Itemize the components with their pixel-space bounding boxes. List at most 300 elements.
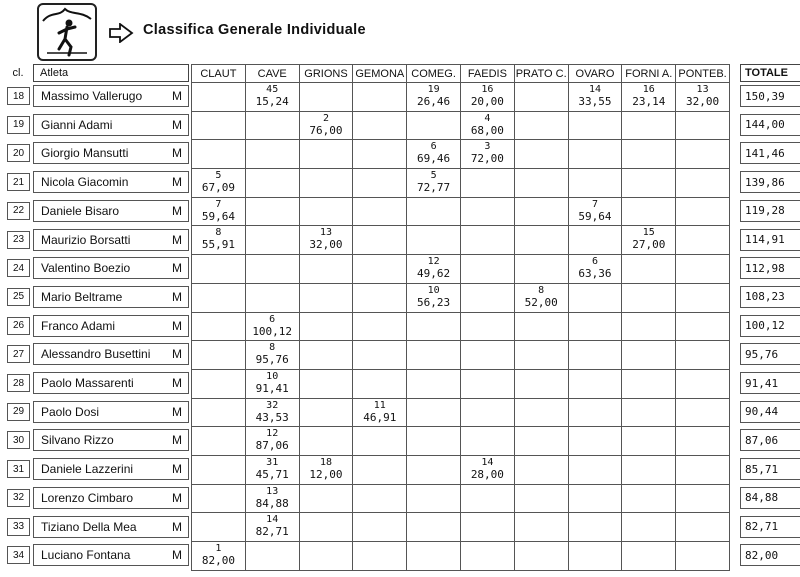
result-cell [299,197,353,226]
race-points: 43,53 [255,410,289,424]
athlete-name-box [33,286,189,308]
result-cell [514,341,568,370]
result-cell [192,255,246,284]
result-cell [568,484,622,513]
race-points: 95,76 [255,353,289,367]
race-points: 100,12 [252,324,293,338]
rank-badge: 21 [7,173,30,191]
result-cell [568,169,622,198]
result-cell [245,455,299,484]
race-position: 15 [642,227,655,239]
result-cell [192,484,246,513]
table-row [192,283,730,312]
result-cell [514,484,568,513]
result-cell [407,427,461,456]
total-points: 82,00 [740,544,800,566]
result-cell [622,542,676,571]
table-row [192,169,730,198]
result-cell [245,255,299,284]
result-cell [460,83,514,112]
total-points: 82,71 [740,516,800,538]
result-cell [192,427,246,456]
result-cell [514,283,568,312]
total-points: 85,71 [740,458,800,480]
result-cell [192,140,246,169]
table-row [192,111,730,140]
table-row [192,513,730,542]
athlete-name-box [33,372,189,394]
result-cell [676,111,730,140]
result-cell [245,111,299,140]
athlete-name: Gianni Adami [41,117,113,132]
athlete-sex: M [172,462,182,477]
result-cell [460,169,514,198]
result-cell [407,169,461,198]
result-cell [299,140,353,169]
result-cell [568,140,622,169]
table-row [192,83,730,112]
result-cell [676,484,730,513]
race-position: 4 [484,112,491,124]
result-cell [245,542,299,571]
race-points: 46,91 [363,410,397,424]
athlete-sex: M [172,519,182,534]
result-cell [353,226,407,255]
result-cell [568,398,622,427]
athlete-sex: M [172,490,182,505]
race-points: 28,00 [470,467,504,481]
result-cell [353,484,407,513]
result-cell [245,226,299,255]
result-cell [514,369,568,398]
total-points: 100,12 [740,315,800,337]
athlete-name-box [33,487,189,509]
race-points: 72,77 [417,181,451,195]
athlete-sex: M [172,318,182,333]
result-cell [299,341,353,370]
result-cell [622,455,676,484]
race-points: 72,00 [470,152,504,166]
rank-badge: 26 [7,317,30,335]
total-points: 139,86 [740,171,800,193]
race-header: CLAUT [192,65,246,83]
total-points: 144,00 [740,114,800,136]
result-cell [460,140,514,169]
result-cell [299,312,353,341]
result-cell [407,341,461,370]
result-cell [622,83,676,112]
athlete-name-box [33,516,189,538]
race-points: 33,55 [578,95,612,108]
race-position: 14 [266,514,279,526]
runner-logo [37,3,97,61]
result-cell [299,398,353,427]
result-cell [568,111,622,140]
table-row [192,197,730,226]
result-cell [514,455,568,484]
result-cell [622,312,676,341]
result-cell [245,369,299,398]
table-row [192,369,730,398]
race-position: 16 [642,84,655,95]
race-position: 8 [215,227,222,239]
rank-badge: 19 [7,116,30,134]
results-grid [191,64,730,571]
athlete-name: Mario Beltrame [41,289,123,304]
athlete-name-box [33,171,189,193]
race-points: 67,09 [201,181,235,195]
rank-badge: 22 [7,202,30,220]
athlete-name: Maurizio Borsatti [41,232,131,247]
rank-column-header: cl. [12,67,24,79]
result-cell [353,83,407,112]
race-header: COMEG. [407,65,461,83]
result-cell [622,140,676,169]
result-cell [245,513,299,542]
result-cell [514,312,568,341]
result-cell [407,312,461,341]
result-cell [353,255,407,284]
rank-badge: 18 [7,87,30,105]
result-cell [353,513,407,542]
total-points: 150,39 [740,85,800,107]
athlete-name-box [33,229,189,251]
table-row [192,312,730,341]
result-cell [676,140,730,169]
runner-icon [39,5,95,59]
athlete-name-box [33,315,189,337]
athlete-sex: M [172,261,182,276]
race-points: 52,00 [524,295,558,309]
race-points: 84,88 [255,496,289,510]
result-cell [245,484,299,513]
athlete-name: Luciano Fontana [41,548,131,563]
race-position: 6 [591,256,598,268]
result-cell [460,312,514,341]
result-cell [568,513,622,542]
result-cell [192,111,246,140]
race-position: 19 [427,84,440,95]
result-cell [353,197,407,226]
result-cell [245,427,299,456]
result-cell [192,83,246,112]
result-cell [514,255,568,284]
race-points: 68,00 [470,123,504,137]
athlete-name: Alessandro Busettini [41,347,151,362]
result-cell [299,369,353,398]
result-cell [192,226,246,255]
result-cell [676,455,730,484]
race-position: 14 [588,84,601,95]
result-cell [568,83,622,112]
race-position: 12 [266,428,279,440]
athlete-name: Valentino Boezio [41,261,131,276]
race-points: 63,36 [578,267,612,281]
race-position: 3 [484,141,491,153]
result-cell [353,111,407,140]
race-position: 2 [322,112,329,124]
rank-badge: 23 [7,231,30,249]
athlete-sex: M [172,433,182,448]
result-cell [353,398,407,427]
result-cell [407,369,461,398]
total-points: 90,44 [740,401,800,423]
table-row [192,427,730,456]
result-cell [622,283,676,312]
result-cell [245,83,299,112]
result-cell [460,283,514,312]
result-cell [407,513,461,542]
athlete-sex: M [172,232,182,247]
result-cell [192,542,246,571]
result-cell [676,341,730,370]
race-position: 7 [215,198,222,210]
athlete-name: Daniele Bisaro [41,203,120,218]
race-position: 31 [266,456,279,468]
result-cell [299,427,353,456]
result-cell [299,455,353,484]
result-cell [514,226,568,255]
race-position: 6 [430,141,437,153]
result-cell [192,398,246,427]
result-cell [353,341,407,370]
result-cell [407,455,461,484]
race-position: 18 [319,456,333,468]
race-points: 26,46 [417,95,451,108]
rank-badge: 30 [7,431,30,449]
result-cell [622,369,676,398]
athlete-sex: M [172,175,182,190]
result-cell [299,169,353,198]
athlete-sex: M [172,146,182,161]
race-position: 1 [215,543,222,554]
table-row [192,455,730,484]
result-cell [622,197,676,226]
rank-badge: 33 [7,518,30,536]
result-cell [353,312,407,341]
result-cell [299,255,353,284]
race-points: 59,64 [578,209,612,223]
result-cell [568,455,622,484]
table-row [192,484,730,513]
result-cell [407,542,461,571]
page-title: Classifica Generale Individuale [143,22,366,38]
total-points: 87,06 [740,429,800,451]
result-cell [568,312,622,341]
result-cell [622,427,676,456]
race-position: 8 [538,284,545,296]
result-cell [514,542,568,571]
athlete-name: Nicola Giacomin [41,175,129,190]
result-cell [353,542,407,571]
race-header-row [192,65,730,83]
athlete-column-header: Atleta [33,64,189,82]
total-points: 91,41 [740,372,800,394]
athlete-name-box [33,85,189,107]
arrow-right-icon [108,23,134,43]
result-cell [407,197,461,226]
total-points: 95,76 [740,343,800,365]
athlete-name-box [33,429,189,451]
race-points: 82,00 [201,554,235,567]
result-cell [460,111,514,140]
race-points: 27,00 [632,238,666,252]
rank-badge: 28 [7,374,30,392]
athlete-name-box [33,142,189,164]
rank-badge: 29 [7,403,30,421]
result-cell [353,140,407,169]
result-cell [353,369,407,398]
rank-badge: 34 [7,546,30,564]
race-points: 12,00 [309,467,343,481]
result-cell [514,398,568,427]
result-cell [407,111,461,140]
result-cell [407,484,461,513]
result-cell [676,312,730,341]
athlete-name-box [33,544,189,566]
result-cell [192,197,246,226]
result-cell [568,255,622,284]
result-cell [353,427,407,456]
athlete-name: Daniele Lazzerini [41,462,134,477]
race-position: 10 [266,370,279,382]
result-cell [568,283,622,312]
result-cell [299,226,353,255]
athlete-name-box [33,458,189,480]
race-position: 16 [481,84,494,95]
result-cell [676,83,730,112]
result-cell [460,341,514,370]
race-position: 14 [481,456,494,468]
result-cell [353,283,407,312]
result-cell [568,341,622,370]
result-cell [192,312,246,341]
result-cell [192,169,246,198]
result-cell [514,140,568,169]
race-points: 45,71 [255,467,289,481]
result-cell [676,283,730,312]
race-position: 6 [269,313,276,325]
result-cell [245,312,299,341]
athlete-name-box [33,257,189,279]
table-row [192,398,730,427]
result-cell [299,513,353,542]
rank-badge: 24 [7,259,30,277]
result-cell [676,226,730,255]
result-cell [568,226,622,255]
result-cell [676,255,730,284]
rank-badge: 20 [7,144,30,162]
race-points: 87,06 [255,439,289,453]
athlete-sex: M [172,347,182,362]
total-points: 108,23 [740,286,800,308]
athlete-name: Giorgio Mansutti [41,146,129,161]
athlete-name-box [33,114,189,136]
race-header: FAEDIS [460,65,514,83]
result-cell [622,341,676,370]
race-points: 56,23 [417,295,451,309]
race-position: 5 [215,170,222,182]
race-position: 32 [266,399,279,411]
rank-badge: 27 [7,345,30,363]
race-position: 8 [269,342,276,354]
result-cell [407,140,461,169]
result-cell [192,369,246,398]
result-cell [622,513,676,542]
race-header: PRATO C. [514,65,568,83]
result-cell [407,255,461,284]
race-points: 23,14 [632,95,666,108]
table-row [192,341,730,370]
athlete-sex: M [172,404,182,419]
result-cell [245,169,299,198]
result-cell [568,427,622,456]
result-cell [192,283,246,312]
table-row [192,140,730,169]
total-points: 112,98 [740,257,800,279]
result-cell [460,369,514,398]
result-cell [299,542,353,571]
result-cell [622,484,676,513]
result-cell [407,83,461,112]
race-points: 55,91 [201,238,235,252]
athlete-name: Massimo Vallerugo [41,89,143,103]
race-position: 10 [427,284,440,296]
race-header: PONTEB. [676,65,730,83]
race-header: GEMONA [353,65,407,83]
total-column-header: TOTALE [740,64,800,82]
result-cell [568,197,622,226]
race-points: 32,00 [686,95,720,108]
result-cell [299,83,353,112]
result-cell [676,369,730,398]
athlete-name: Lorenzo Cimbaro [41,490,134,505]
athlete-name: Tiziano Della Mea [41,519,137,534]
result-cell [676,427,730,456]
race-position: 11 [373,399,386,411]
total-points: 119,28 [740,200,800,222]
result-cell [192,341,246,370]
athlete-sex: M [172,203,182,218]
rank-badge: 31 [7,460,30,478]
result-cell [353,455,407,484]
athlete-name-box [33,200,189,222]
race-position: 7 [591,198,598,210]
athlete-name: Franco Adami [41,318,116,333]
result-cell [514,197,568,226]
athlete-sex: M [172,89,182,103]
result-cell [622,111,676,140]
rank-badge: 25 [7,288,30,306]
race-points: 69,46 [417,152,451,166]
race-points: 49,62 [417,267,451,281]
athlete-name: Silvano Rizzo [41,433,114,448]
result-cell [676,169,730,198]
athlete-sex: M [172,376,182,390]
result-cell [245,140,299,169]
race-position: 13 [319,227,333,239]
result-cell [245,283,299,312]
result-cell [353,169,407,198]
result-cell [460,513,514,542]
result-cell [460,398,514,427]
total-points: 84,88 [740,487,800,509]
result-cell [460,542,514,571]
result-cell [676,197,730,226]
race-points: 32,00 [309,238,343,252]
race-points: 20,00 [470,95,504,108]
race-position: 13 [696,84,709,95]
